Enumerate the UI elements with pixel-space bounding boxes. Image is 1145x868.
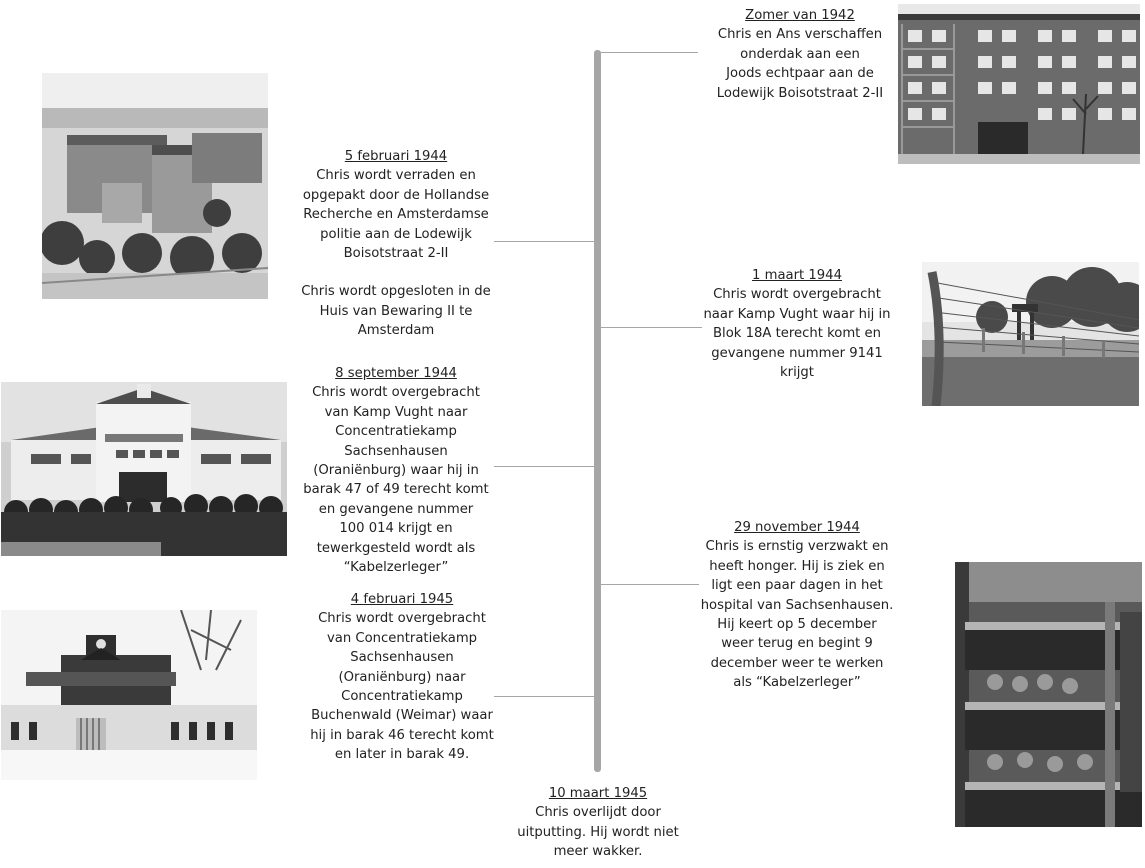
event-date: 8 september 1944 [335,366,457,381]
connector-line [494,466,594,467]
timeline-event [488,784,708,862]
event-text: Chris wordt overgebracht naar Kamp Vught waar hij in Blok 18A terecht komt en gevangene nummer 9141 krijgt [703,287,891,381]
event-text: Chris wordt overgebracht van Concentratiekamp Sachsenhausen (Oraniënburg) naar Concentratiekamp Buchenwald (Weimar) waar hij in barak 46 terecht komt en later in barak 49. [310,611,494,763]
timeline-event [690,6,910,103]
connector-line [494,241,594,242]
timeline-axis [594,50,601,772]
event-date: 10 maart 1945 [548,786,648,801]
buchenwald-gate-photo [1,610,257,780]
event-date: 29 november 1944 [734,520,860,535]
event-text: Chris en Ans verschaffen onderdak aan een Joods echtpaar aan de Lodewijk Boisotstraat 2-II [716,27,884,101]
barracks-bunks-photo [955,562,1142,827]
connector-line [601,52,698,53]
event-date: 5 februari 1944 [344,149,448,164]
timeline-event [286,147,506,341]
event-text: Chris overlijdt door uitputting. Hij wordt niet meer wakker. [517,805,679,860]
event-date: Zomer van 1942 [745,8,855,23]
event-text: Chris wordt overgebracht van Kamp Vught naar Concentratiekamp Sachsenhausen (Oraniënburg) waar hij in barak 47 of 49 terecht komt en gevangene nummer 100 014 krijgt en tewerkgesteld wordt als “Kabelzerleger” [303,385,489,576]
timeline-event [687,266,907,382]
event-extra-text: Chris wordt opgesloten in de Huis van Bewaring II te Amsterdam [301,284,491,339]
apartment-building-photo [898,4,1140,164]
connector-line [601,584,699,585]
sachsenhausen-gate-photo [1,382,287,556]
kamp-vught-fence-photo [922,262,1139,406]
timeline-event [292,590,512,765]
event-text: Chris is ernstig verzwakt en heeft honger. Hij is ziek en ligt een paar dagen in het hospital van Sachsenhausen. Hij keert op 5 december weer terug en begint 9 december weer te werken als “Kabelzerleger” [700,539,894,691]
event-date: 4 februari 1945 [350,592,454,607]
event-date: 1 maart 1944 [752,268,842,283]
prison-aerial-photo [42,73,268,299]
timeline-event [687,518,907,693]
timeline-event [286,364,506,577]
event-text: Chris wordt verraden en opgepakt door de Hollandse Recherche en Amsterdamse politie aan de Lodewijk Boisotstraat 2-II [302,168,490,262]
